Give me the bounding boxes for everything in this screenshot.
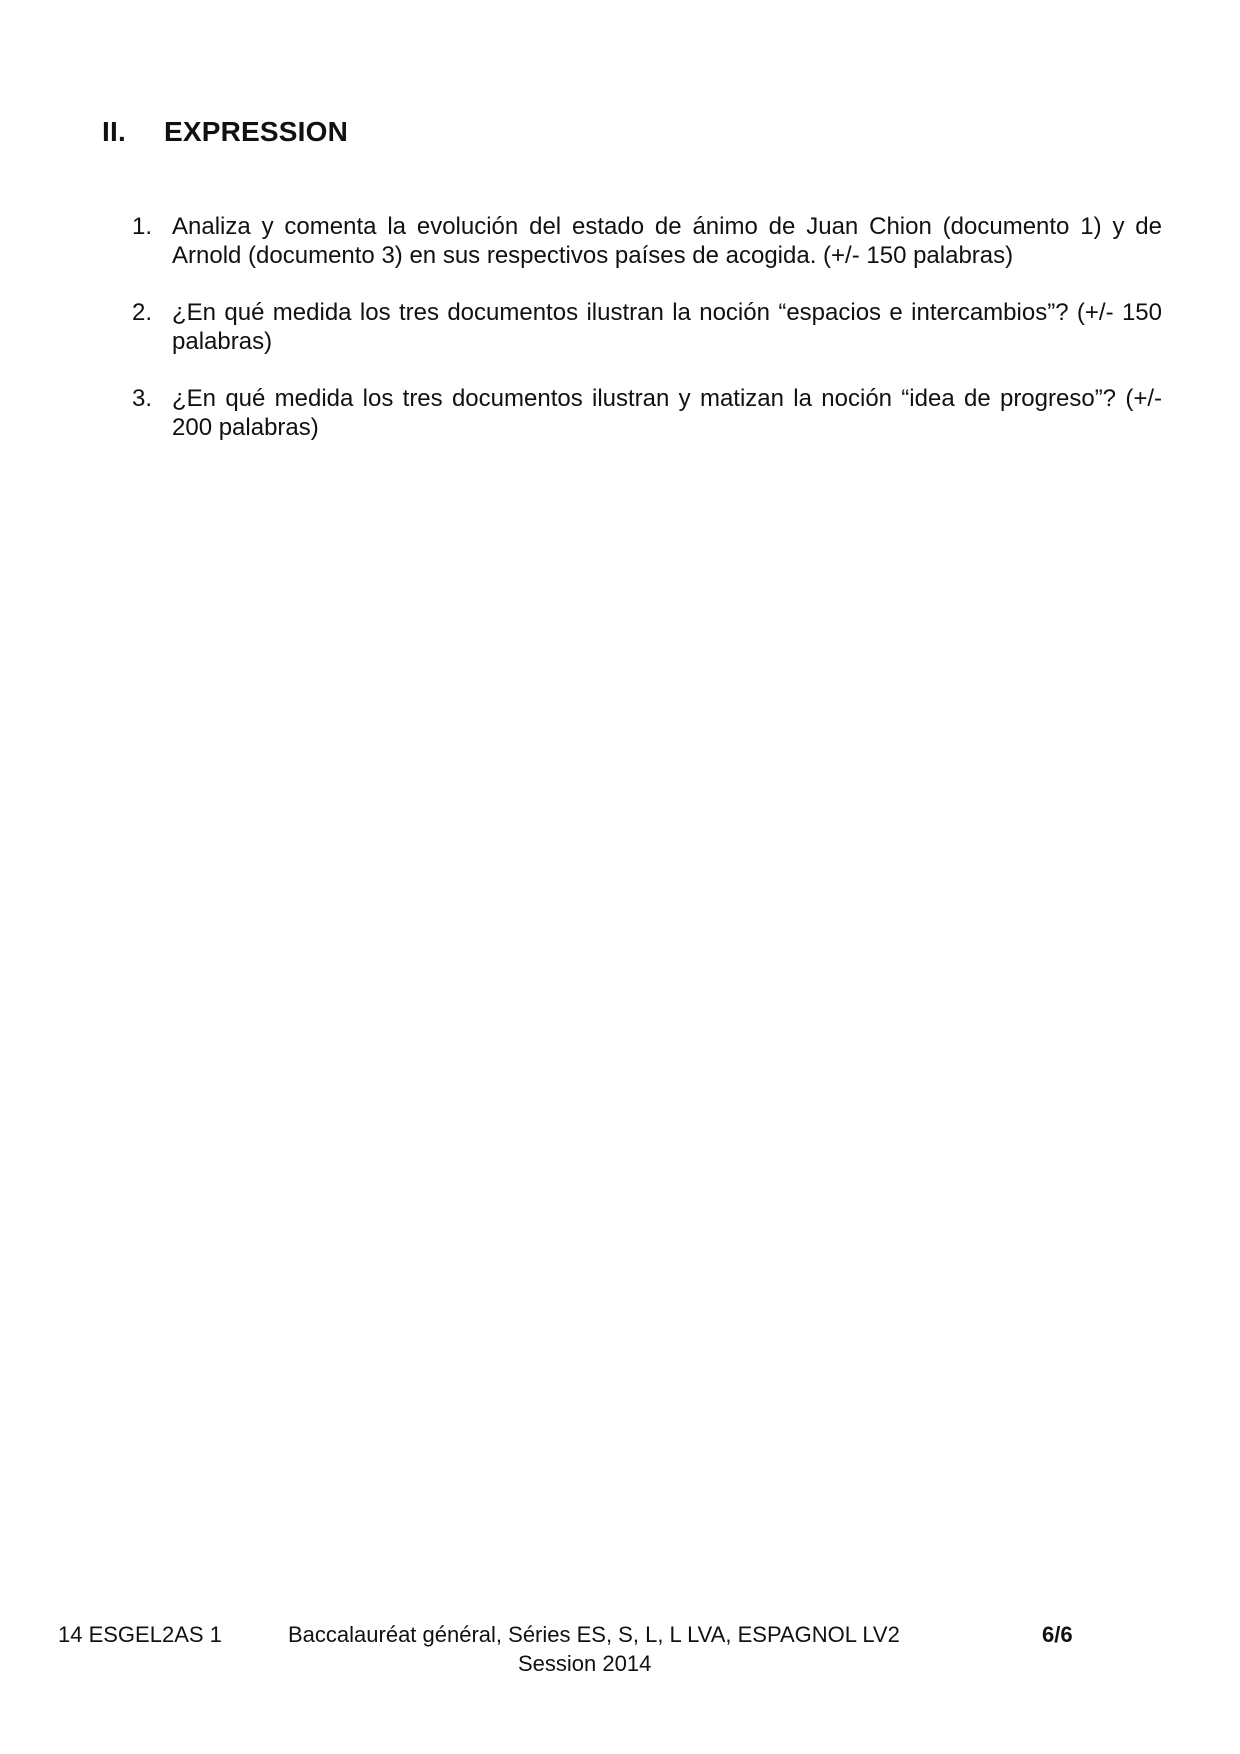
exam-title: Baccalauréat général, Séries ES, S, L, L LVA, ESPAGNOL LV2 bbox=[288, 1622, 900, 1647]
question-list bbox=[132, 212, 1162, 470]
question-number: 1. bbox=[132, 213, 153, 240]
section-title: EXPRESSION bbox=[164, 116, 349, 147]
page-number: 6/6 bbox=[1042, 1622, 1073, 1647]
section-heading bbox=[102, 116, 348, 148]
question-item bbox=[132, 298, 1162, 356]
exam-code: 14 ESGEL2AS 1 bbox=[58, 1622, 222, 1647]
exam-session: Session 2014 bbox=[518, 1651, 652, 1676]
question-text: ¿En qué medida los tres documentos ilustran y matizan la noción “idea de progreso”? (+/- 200 palabras) bbox=[172, 385, 1162, 441]
question-text: Analiza y comenta la evolución del estado de ánimo de Juan Chion (documento 1) y de Arnold (documento 3) en sus respectivos países de acogida. (+/- 150 palabras) bbox=[172, 213, 1162, 269]
question-number: 3. bbox=[132, 385, 153, 412]
section-number: II. bbox=[102, 116, 126, 147]
question-item bbox=[132, 384, 1162, 442]
question-number: 2. bbox=[132, 299, 153, 326]
question-item bbox=[132, 212, 1162, 270]
question-text: ¿En qué medida los tres documentos ilustran la noción “espacios e intercambios”? (+/- 150 palabras) bbox=[172, 299, 1162, 355]
